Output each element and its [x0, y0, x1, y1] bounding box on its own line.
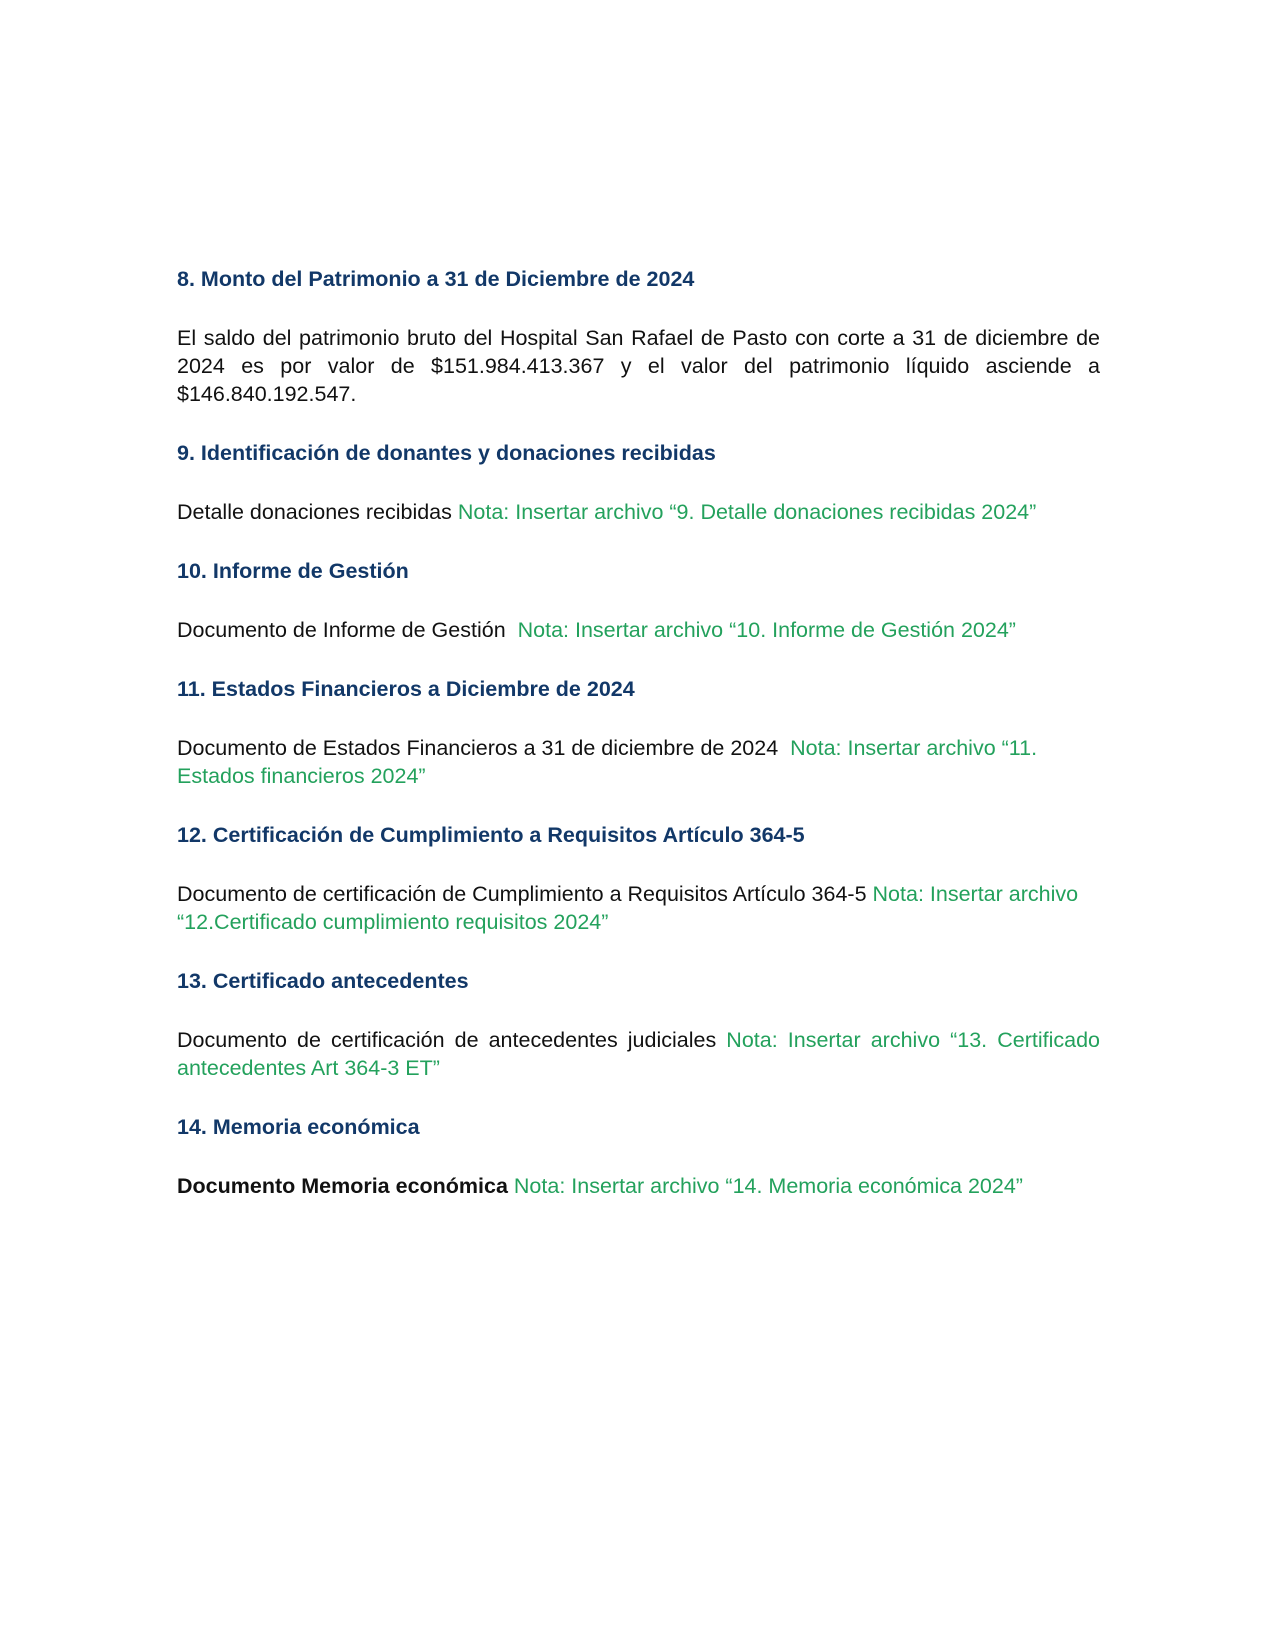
section-body — [177, 1026, 1100, 1082]
document-page — [177, 264, 1100, 1230]
body-text: El saldo del patrimonio bruto del Hospital San Rafael de Pasto con corte a 31 de diciembre de 2024 es por valor de $151.984.413.367 y el valor del patrimonio líquido asciende a $146.840.192.547. — [177, 326, 1100, 406]
body-text: Detalle donaciones recibidas — [177, 500, 458, 524]
section-body — [177, 734, 1100, 790]
insert-file-note: Nota: Insertar archivo “9. Detalle donaciones recibidas 2024” — [457, 500, 1037, 524]
insert-file-note: Nota: Insertar archivo “12.Certificado cumplimiento requisitos 2024” — [177, 882, 1079, 934]
section-heading: 12. Certificación de Cumplimiento a Requisitos Artículo 364-5 — [177, 823, 805, 847]
insert-file-note: Nota: Insertar archivo “10. Informe de Gestión 2024” — [517, 618, 1016, 642]
section-body — [177, 1172, 1100, 1200]
insert-file-note: Nota: Insertar archivo “14. Memoria económica 2024” — [513, 1174, 1023, 1198]
section-13-antecedentes — [177, 966, 1100, 1082]
section-8-patrimonio — [177, 264, 1100, 408]
section-heading: 8. Monto del Patrimonio a 31 de Diciembre de 2024 — [177, 267, 695, 291]
section-heading: 10. Informe de Gestión — [177, 559, 409, 583]
section-11-estados-financieros — [177, 674, 1100, 790]
section-heading: 13. Certificado antecedentes — [177, 969, 469, 993]
section-9-donantes — [177, 438, 1100, 526]
section-body — [177, 616, 1100, 644]
section-body — [177, 324, 1100, 408]
section-body — [177, 498, 1100, 526]
body-text: Documento de Estados Financieros a 31 de diciembre de 2024 — [177, 736, 791, 760]
section-heading: 9. Identificación de donantes y donaciones recibidas — [177, 441, 716, 465]
section-body — [177, 880, 1100, 936]
body-text: Documento Memoria económica — [177, 1174, 514, 1198]
section-12-certificacion — [177, 820, 1100, 936]
insert-file-note: Nota: Insertar archivo “11. Estados financieros 2024” — [177, 736, 1038, 788]
section-14-memoria-economica — [177, 1112, 1100, 1200]
body-text: Documento de Informe de Gestión — [177, 618, 518, 642]
section-10-informe-gestion — [177, 556, 1100, 644]
section-heading: 14. Memoria económica — [177, 1115, 420, 1139]
section-heading: 11. Estados Financieros a Diciembre de 2024 — [177, 677, 635, 701]
body-text: Documento de certificación de Cumplimiento a Requisitos Artículo 364-5 — [177, 882, 873, 906]
body-text: Documento de certificación de antecedentes judiciales — [177, 1028, 727, 1052]
insert-file-note: Nota: Insertar archivo “13. Certificado antecedentes Art 364-3 ET” — [177, 1028, 1100, 1080]
